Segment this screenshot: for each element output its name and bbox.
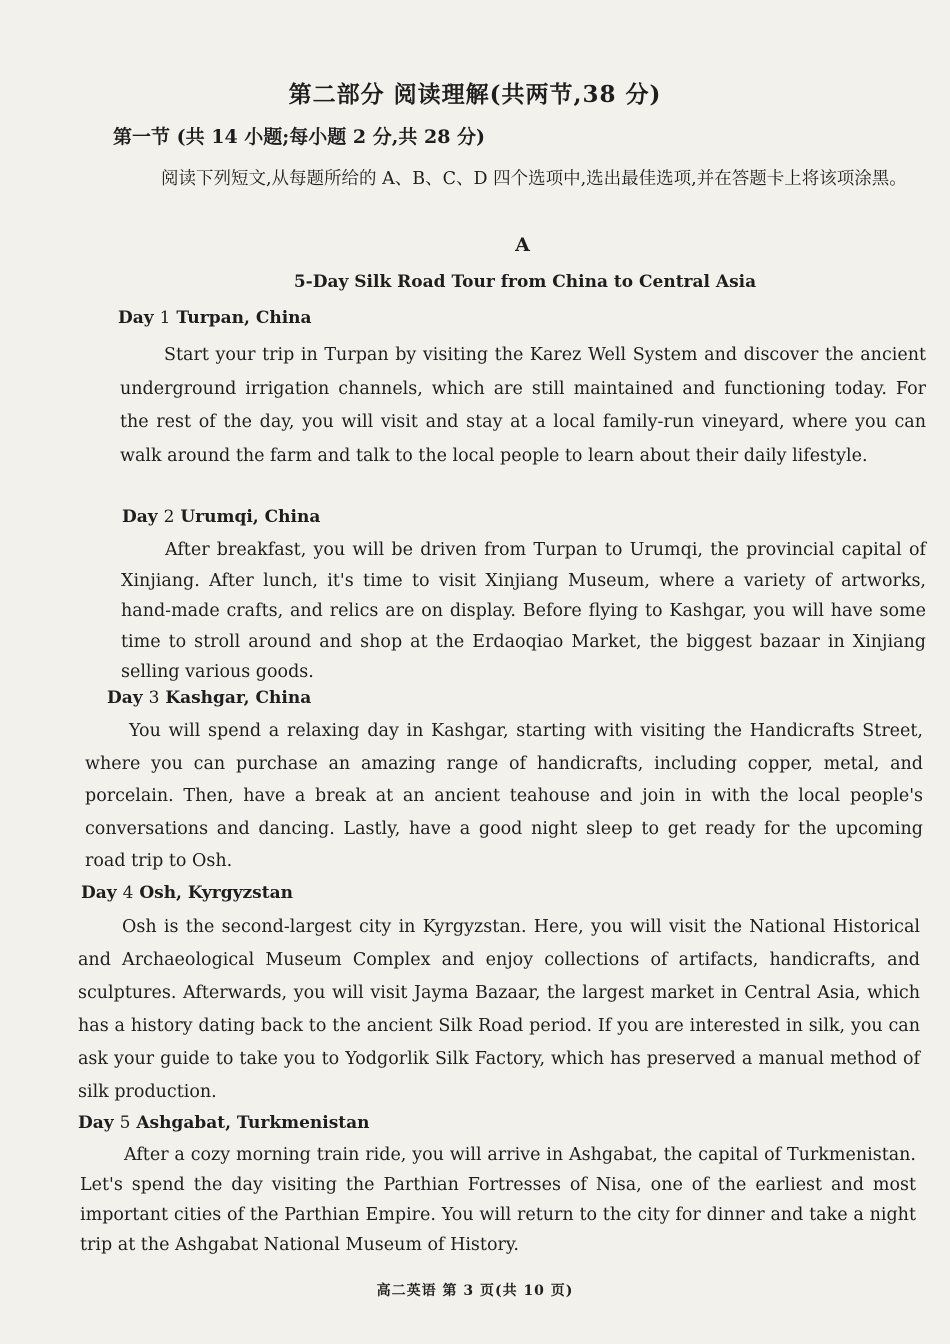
day-number: 4 (122, 883, 134, 903)
day-heading (107, 688, 311, 708)
day-paragraph: You will spend a relaxing day in Kashgar, starting with visiting the Handicrafts Street, where you can purchase an amazing range of handicrafts, including copper, metal, and porcelain. Then, have a break at an ancient teahouse and join in with the local people's conversations and dancing. Lastly, have a good night sleep to get ready for the upcoming road trip to Osh. (85, 721, 923, 871)
day-label: Day (107, 688, 143, 708)
day-number: 2 (163, 507, 175, 527)
instructions: 阅读下列短文,从每题所给的 A、B、C、D 四个选项中,选出最佳选项,并在答题卡上将该项涂黑。 (161, 169, 907, 189)
day-place: Osh, Kyrgyzstan (139, 883, 293, 903)
day-label: Day (118, 308, 154, 328)
section-title: 第一节 (共 14 小题;每小题 2 分,共 28 分) (113, 126, 486, 148)
day-heading (118, 308, 312, 328)
day-paragraph: Start your trip in Turpan by visiting the Karez Well System and discover the ancient underground irrigation channels, which are still maintained and functioning today. For the rest of the day, you will visit and stay at a local family-run vineyard, where you can walk around the farm and talk to the local people to learn about their daily lifestyle. (120, 345, 926, 466)
day-place: Kashgar, China (165, 688, 312, 708)
day-number: 3 (148, 688, 160, 708)
page-footer: 高二英语 第 3 页(共 10 页) (376, 1283, 574, 1299)
passage-letter: A (515, 234, 530, 256)
day-paragraph: Osh is the second-largest city in Kyrgyzstan. Here, you will visit the National Historical and Archaeological Museum Complex and enjoy collections of artifacts, handicrafts, and sculptures. Afterwards, you will visit Jayma Bazaar, the largest market in Central Asia, which has a history dating back to the ancient Silk Road period. If you are interested in silk, you can ask your guide to take you to Yodgorlik Silk Factory, which has preserved a manual method of silk production. (78, 917, 920, 1102)
day-heading (122, 507, 320, 527)
passage-title: 5-Day Silk Road Tour from China to Central Asia (293, 272, 757, 292)
day-label: Day (122, 507, 158, 527)
day-place: Ashgabat, Turkmenistan (136, 1113, 370, 1133)
day-label: Day (78, 1113, 114, 1133)
part-title: 第二部分 阅读理解(共两节,38 分) (288, 81, 662, 108)
day-place: Urumqi, China (180, 507, 321, 527)
day-number: 1 (159, 308, 171, 328)
day-heading (78, 1113, 370, 1133)
day-heading (81, 883, 293, 903)
day-paragraph: After breakfast, you will be driven from Turpan to Urumqi, the provincial capital of Xinjiang. After lunch, it's time to visit Xinjiang Museum, where a variety of artworks, hand-made crafts, and relics are on display. Before flying to Kashgar, you will have some time to stroll around and shop at the Erdaoqiao Market, the biggest bazaar in Xinjiang selling various goods. (121, 540, 926, 682)
day-paragraph: After a cozy morning train ride, you will arrive in Ashgabat, the capital of Turkmenistan. Let's spend the day visiting the Parthian Fortresses of Nisa, one of the earliest and most important cities of the Parthian Empire. You will return to the city for dinner and take a night trip at the Ashgabat National Museum of History. (80, 1145, 916, 1255)
day-number: 5 (119, 1113, 131, 1133)
day-label: Day (81, 883, 117, 903)
day-place: Turpan, China (176, 308, 312, 328)
